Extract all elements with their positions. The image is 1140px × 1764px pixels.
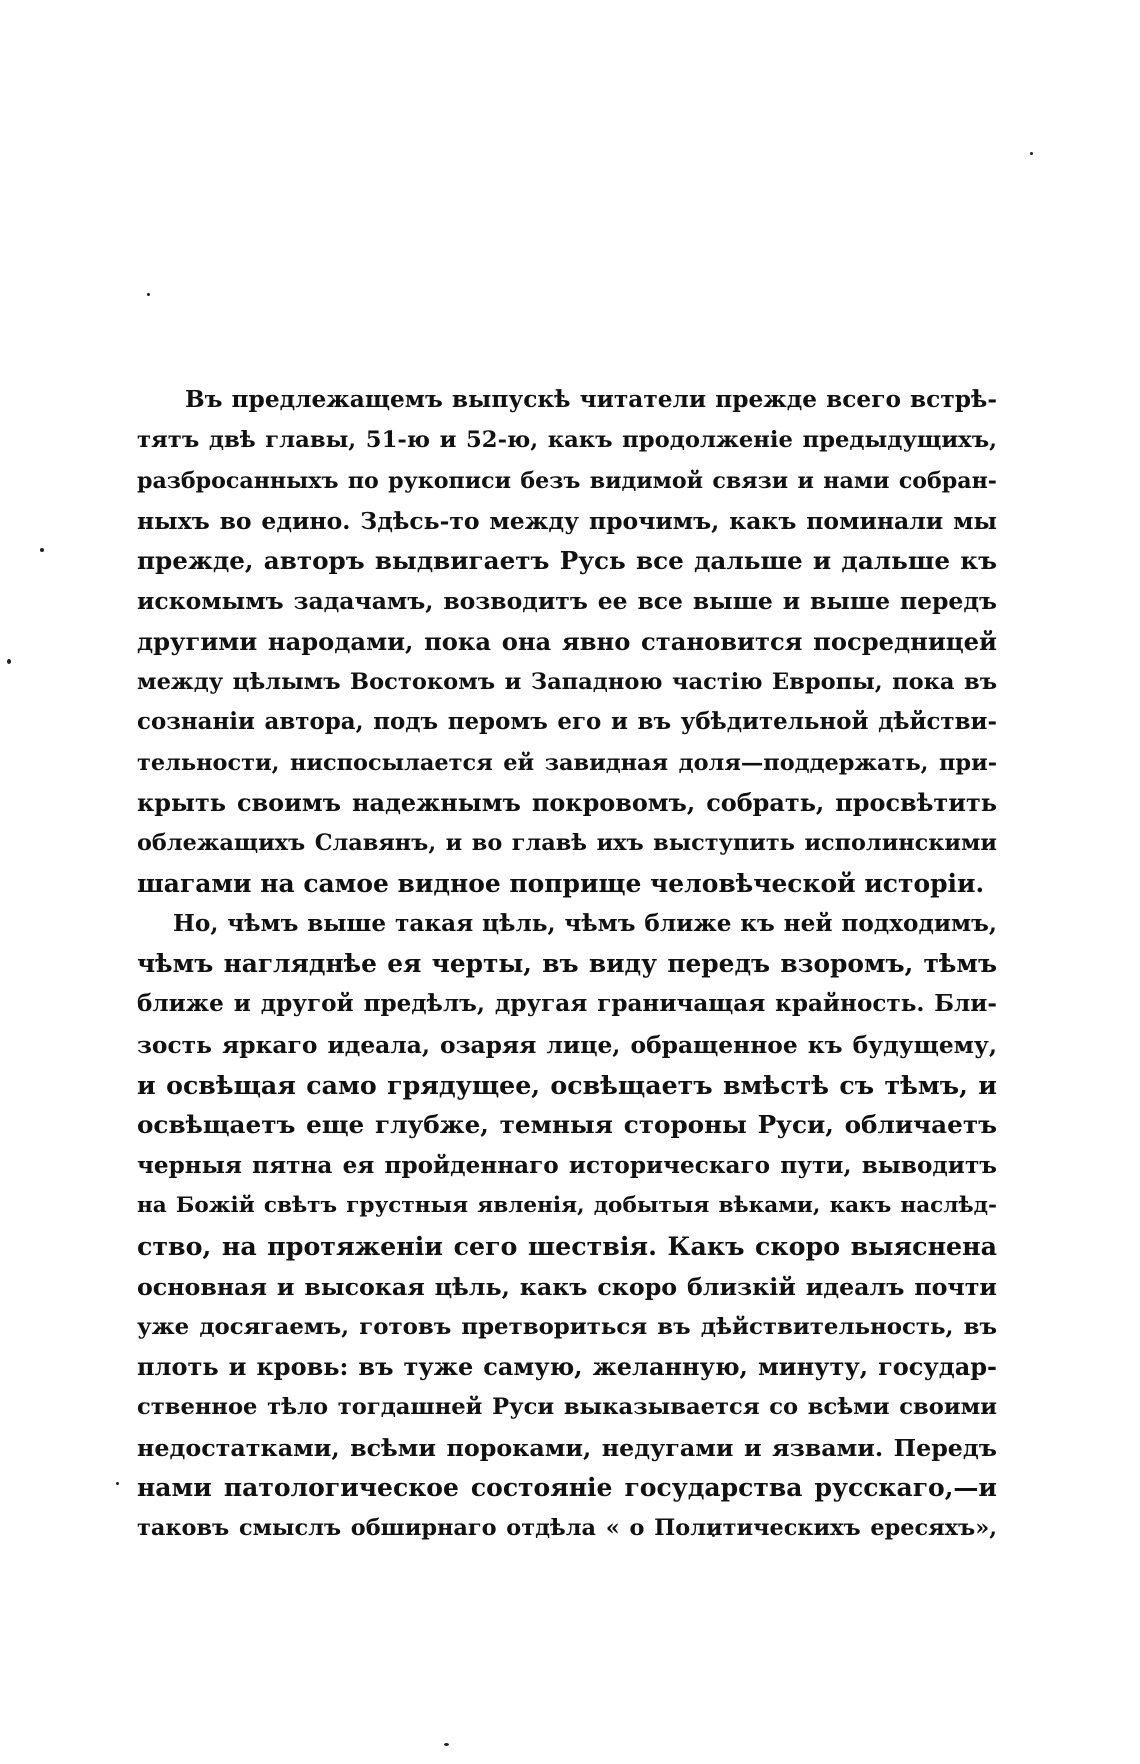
text-line: ныхъ во едино. Здѣсь-то между прочимъ, какъ поминали мы (137, 506, 997, 535)
text-line: шагами на самое видное поприще человѣческой исторіи. (137, 868, 985, 898)
text-line: уже досягаемъ, готовъ претвориться въ дѣйствительность, въ (137, 1313, 997, 1340)
paragraph-2 (137, 904, 997, 1549)
text-line: разбросанныхъ по рукописи безъ видимой связи и нами собран- (137, 467, 997, 494)
print-speck (40, 548, 44, 552)
text-line: нами патологическое состояніе государства русскаго,—и (137, 1473, 997, 1503)
main-text (137, 380, 997, 1549)
text-line: Въ предлежащемъ выпускѣ читатели прежде всего встрѣ- (185, 386, 997, 413)
text-line: и освѣщая само грядущее, освѣщаетъ вмѣстѣ съ тѣмъ, и (137, 1070, 997, 1101)
print-speck (444, 1743, 449, 1746)
text-line: черныя пятна ея пройденнаго историческаго пути, выводитъ (137, 1151, 997, 1179)
text-line: ственное тѣло тогдашней Руси выказывается со всѣми своими (137, 1394, 997, 1421)
text-line: прежде, авторъ выдвигаетъ Русь все дальше и дальше къ (137, 546, 997, 576)
text-line: Но, чѣмъ выше такая цѣль, чѣмъ ближе къ ней подходимъ, (173, 909, 997, 937)
text-line: облежащихъ Славянъ, и во главѣ ихъ выступить исполинскими (137, 830, 997, 857)
print-speck (116, 1482, 119, 1485)
print-speck (7, 659, 11, 664)
text-line: тятъ двѣ главы, 51-ю и 52-ю, какъ продолженіе предыдущихъ, (137, 427, 997, 454)
text-line: плоть и кровь: въ туже самую, желанную, минуту, государ- (137, 1352, 997, 1382)
text-line: сознаніи автора, подъ перомъ его и въ убѣдительной дѣйстви- (137, 708, 997, 736)
text-line: ближе и другой предѣлъ, другая граничащая крайность. Бли- (137, 990, 997, 1018)
text-line: недостатками, всѣми пороками, недугами и язвами. Передъ (137, 1433, 997, 1462)
text-line: на Божій свѣтъ грустныя явленія, добытыя вѣками, какъ наслѣд- (137, 1192, 997, 1218)
text-line: чѣмъ нагляднѣе ея черты, въ виду передъ взоромъ, тѣмъ (137, 949, 997, 979)
paragraph-1 (137, 380, 997, 904)
text-line: ство, на протяженіи сего шествія. Какъ скоро выяснена (137, 1231, 997, 1262)
text-line: крыть своимъ надежнымъ покровомъ, собрать, просвѣтить (137, 788, 997, 817)
text-line: таковъ смыслъ обширнаго отдѣла « о Политическихъ ересяхъ», (137, 1515, 997, 1542)
text-line: между цѣлымъ Востокомъ и Западною частію Европы, пока въ (137, 669, 997, 696)
text-line: другими народами, пока она явно становится посредницей (137, 626, 997, 656)
text-line: тельности, ниспосылается ей завидная доля—поддержать, при- (137, 749, 997, 776)
text-line: зость яркаго идеала, озаряя лице, обращенное къ будущему, (137, 1030, 997, 1059)
text-line: искомымъ задачамъ, возводитъ ее все выше и выше передъ (137, 587, 997, 616)
print-speck (1030, 152, 1033, 155)
print-speck (147, 293, 150, 296)
text-line: основная и высокая цѣль, какъ скоро близкій идеалъ почти (137, 1272, 997, 1301)
text-line: освѣщаетъ еще глубже, темныя стороны Руси, обличаетъ (137, 1110, 997, 1140)
